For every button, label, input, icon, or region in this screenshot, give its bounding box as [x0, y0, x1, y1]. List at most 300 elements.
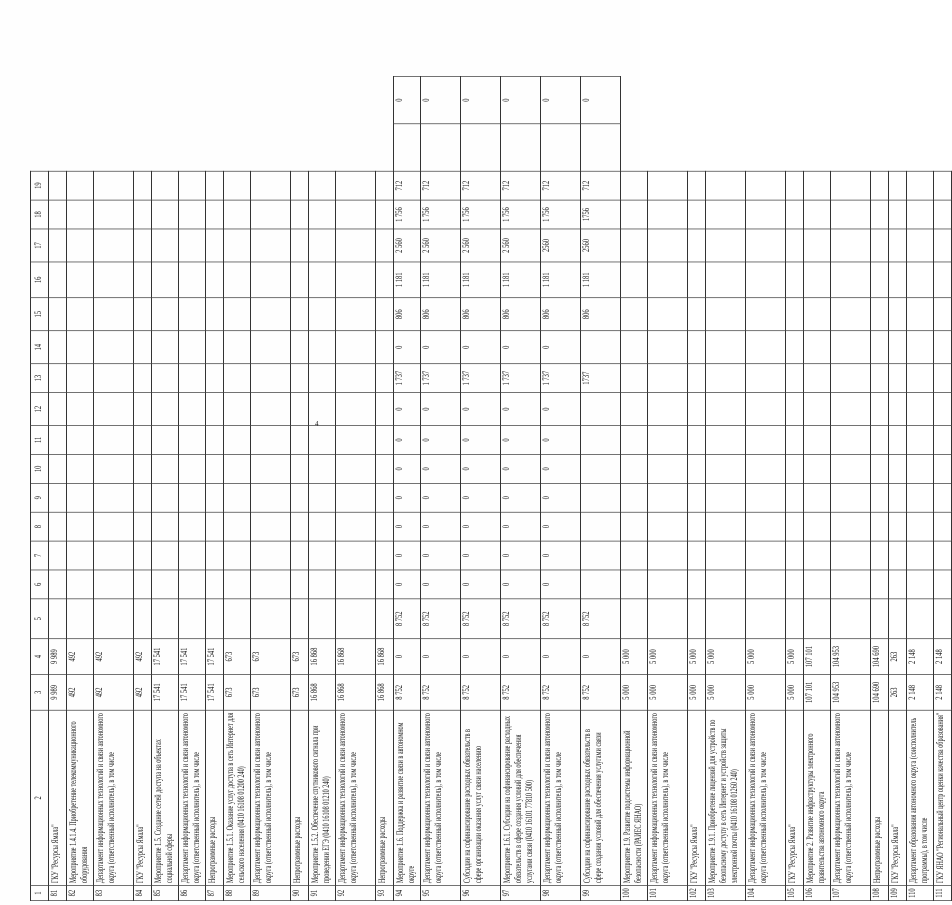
column-header: 12	[31, 393, 49, 426]
value-cell	[206, 364, 224, 393]
value-cell	[179, 393, 206, 426]
row-name-cell: Непрограммные расходы	[376, 710, 394, 885]
value-cell	[179, 200, 206, 229]
row-name-cell: Непрограммные расходы	[291, 710, 309, 885]
column-header: 15	[31, 298, 49, 331]
value-cell: 2 560	[394, 229, 421, 262]
value-cell	[179, 454, 206, 483]
value-cell	[871, 298, 889, 331]
row-number-cell: 105	[786, 886, 804, 901]
value-cell	[688, 262, 706, 298]
row-number-cell: 107	[831, 886, 871, 901]
value-cell	[648, 229, 688, 262]
value-cell	[934, 599, 952, 639]
row-number-cell: 83	[94, 886, 134, 901]
value-cell	[309, 262, 336, 298]
value-cell: 0	[421, 512, 461, 541]
value-cell	[934, 483, 952, 512]
value-cell: 104 953	[831, 639, 871, 675]
value-cell	[291, 262, 309, 298]
value-cell	[224, 454, 251, 483]
value-cell	[786, 262, 804, 298]
value-cell	[49, 541, 67, 570]
table-row	[376, 76, 394, 900]
value-cell	[706, 364, 746, 393]
value-cell	[49, 298, 67, 331]
value-cell	[309, 599, 336, 639]
value-cell	[934, 229, 952, 262]
value-cell	[309, 426, 336, 455]
row-name-cell: Мероприятие 2. Развитие инфраструктуры электронного правительства автономного округа	[804, 710, 831, 885]
value-cell	[786, 331, 804, 364]
value-cell	[706, 541, 746, 570]
value-cell: 104 690	[871, 639, 889, 675]
value-cell	[94, 171, 134, 200]
value-cell: 0	[501, 541, 541, 570]
value-cell	[152, 171, 179, 200]
value-cell	[179, 426, 206, 455]
value-cell	[134, 229, 152, 262]
value-cell: 17 541	[206, 639, 224, 675]
value-cell: 806	[581, 298, 621, 331]
column-header: 3	[31, 674, 49, 710]
value-cell	[309, 171, 336, 200]
value-cell	[804, 229, 831, 262]
row-name-cell: Мероприятие 1.6. Поддержка и развитие связи в автономном округе	[394, 710, 421, 885]
row-name-cell: ГКУ "Ресурсы Ямала"	[889, 710, 907, 885]
value-cell	[224, 200, 251, 229]
value-cell	[688, 171, 706, 200]
value-cell: 9 989	[49, 674, 67, 710]
value-cell	[786, 364, 804, 393]
value-cell: 712	[421, 171, 461, 200]
value-cell	[134, 426, 152, 455]
value-cell: 1756	[581, 200, 621, 229]
value-cell: 0	[421, 76, 461, 123]
table-row	[501, 76, 541, 900]
value-cell: 0	[461, 76, 501, 123]
value-cell	[251, 393, 291, 426]
value-cell	[376, 171, 394, 200]
value-cell: 5 000	[648, 639, 688, 675]
value-cell	[706, 298, 746, 331]
value-cell	[291, 200, 309, 229]
value-cell	[648, 393, 688, 426]
value-cell	[67, 229, 94, 262]
value-cell: 2 560	[461, 229, 501, 262]
value-cell	[376, 512, 394, 541]
row-number-cell: 101	[648, 886, 688, 901]
row-name-cell: Департамент информационных технологий и связи автономного округа (ответственный исполнитель), в том числе	[336, 710, 376, 885]
value-cell	[871, 200, 889, 229]
value-cell	[291, 512, 309, 541]
value-cell	[376, 393, 394, 426]
value-cell	[804, 599, 831, 639]
column-header: 18	[31, 200, 49, 229]
value-cell	[871, 262, 889, 298]
value-cell	[648, 541, 688, 570]
value-cell	[67, 599, 94, 639]
value-cell: 16 868	[336, 674, 376, 710]
value-cell	[831, 483, 871, 512]
table-row	[94, 76, 134, 900]
value-cell: 5 000	[746, 639, 786, 675]
value-cell	[621, 331, 648, 364]
value-cell: 2 560	[421, 229, 461, 262]
row-number-cell: 86	[179, 886, 206, 901]
value-cell	[871, 229, 889, 262]
value-cell: 0	[394, 454, 421, 483]
value-cell: 0	[501, 76, 541, 123]
value-cell	[746, 483, 786, 512]
value-cell	[291, 454, 309, 483]
value-cell	[889, 512, 907, 541]
value-cell	[291, 483, 309, 512]
value-cell: 1 181	[541, 262, 581, 298]
value-cell	[67, 570, 94, 599]
value-cell: 8 752	[501, 674, 541, 710]
value-cell: 107 101	[804, 639, 831, 675]
value-cell: 1 181	[461, 262, 501, 298]
value-cell	[336, 454, 376, 483]
value-cell	[179, 229, 206, 262]
value-cell	[871, 599, 889, 639]
value-cell: 673	[224, 674, 251, 710]
value-cell: 5 000	[786, 639, 804, 675]
value-cell	[152, 483, 179, 512]
value-cell	[907, 298, 934, 331]
value-cell	[648, 483, 688, 512]
value-cell: 17 541	[152, 639, 179, 675]
value-cell	[746, 393, 786, 426]
value-cell: 263	[889, 639, 907, 675]
value-cell	[688, 426, 706, 455]
value-cell	[134, 200, 152, 229]
value-cell: 5 000	[621, 639, 648, 675]
value-cell	[648, 570, 688, 599]
row-name-cell: Департамент образования автономного округа (соисполнитель программы), в том числе	[907, 710, 934, 885]
value-cell	[581, 124, 621, 171]
value-cell	[621, 229, 648, 262]
value-cell	[224, 599, 251, 639]
value-cell: 492	[134, 674, 152, 710]
row-number-cell: 89	[251, 886, 291, 901]
value-cell: 0	[394, 393, 421, 426]
value-cell	[206, 200, 224, 229]
value-cell	[206, 570, 224, 599]
value-cell	[251, 331, 291, 364]
value-cell: 1737	[581, 364, 621, 393]
row-name-cell: Департамент информационных технологий и связи автономного округа (ответственный исполнитель), в том числе	[179, 710, 206, 885]
value-cell	[336, 200, 376, 229]
column-header: 1	[31, 886, 49, 901]
value-cell	[206, 331, 224, 364]
value-cell	[309, 483, 336, 512]
value-cell: 0	[541, 76, 581, 123]
value-cell	[206, 426, 224, 455]
value-cell	[907, 512, 934, 541]
value-cell: 0	[461, 570, 501, 599]
value-cell	[336, 599, 376, 639]
row-name-cell: ГКУ "Ресурсы Ямала"	[134, 710, 152, 885]
value-cell	[706, 483, 746, 512]
value-cell	[152, 512, 179, 541]
value-cell	[224, 364, 251, 393]
row-name-cell: Мероприятие 1.5.1. Оказание услуг доступа в сеть Интернет для сельского населения (0410 16108 01200 240)	[224, 710, 251, 885]
value-cell	[934, 393, 952, 426]
value-cell	[152, 331, 179, 364]
table-row	[251, 76, 291, 900]
value-cell	[648, 599, 688, 639]
value-cell	[746, 262, 786, 298]
value-cell	[224, 229, 251, 262]
value-cell: 263	[889, 674, 907, 710]
value-cell	[49, 171, 67, 200]
value-cell: 0	[501, 570, 541, 599]
value-cell: 0	[461, 454, 501, 483]
value-cell	[251, 262, 291, 298]
value-cell	[907, 483, 934, 512]
row-number-cell: 93	[376, 886, 394, 901]
value-cell	[94, 229, 134, 262]
value-cell: 0	[421, 570, 461, 599]
value-cell	[206, 512, 224, 541]
row-number-cell: 96	[461, 886, 501, 901]
column-header: 10	[31, 454, 49, 483]
value-cell	[889, 262, 907, 298]
value-cell	[688, 454, 706, 483]
value-cell	[134, 298, 152, 331]
table-row	[831, 76, 871, 900]
value-cell	[291, 599, 309, 639]
table-row	[871, 76, 889, 900]
table-row	[541, 76, 581, 900]
value-cell	[336, 298, 376, 331]
value-cell	[804, 171, 831, 200]
value-cell: 492	[67, 674, 94, 710]
value-cell	[831, 331, 871, 364]
value-cell	[581, 483, 621, 512]
value-cell	[179, 262, 206, 298]
value-cell: 0	[541, 541, 581, 570]
row-name-cell: Департамент информационных технологий и связи автономного округа (ответственный исполнитель), в том числе	[831, 710, 871, 885]
value-cell	[94, 483, 134, 512]
value-cell	[786, 599, 804, 639]
value-cell	[688, 364, 706, 393]
value-cell	[706, 171, 746, 200]
value-cell	[648, 426, 688, 455]
value-cell	[134, 512, 152, 541]
value-cell	[648, 454, 688, 483]
value-cell	[934, 331, 952, 364]
value-cell: 0	[394, 483, 421, 512]
value-cell: 0	[501, 426, 541, 455]
value-cell	[804, 541, 831, 570]
value-cell: 0	[461, 331, 501, 364]
value-cell	[49, 331, 67, 364]
value-cell: 492	[94, 674, 134, 710]
value-cell: 0	[501, 454, 541, 483]
table-row	[224, 76, 251, 900]
row-name-cell: Департамент информационных технологий и связи автономного округа (ответственный исполнитель), в том числе	[94, 710, 134, 885]
value-cell	[461, 124, 501, 171]
value-cell	[394, 124, 421, 171]
table-row	[706, 76, 746, 900]
value-cell	[309, 393, 336, 426]
value-cell: 5 000	[786, 674, 804, 710]
value-cell: 8 752	[581, 599, 621, 639]
value-cell	[336, 364, 376, 393]
value-cell	[94, 331, 134, 364]
value-cell	[934, 200, 952, 229]
value-cell	[309, 200, 336, 229]
value-cell: 492	[94, 639, 134, 675]
value-cell	[309, 570, 336, 599]
table-row	[49, 76, 67, 900]
row-name-cell: Департамент информационных технологий и связи автономного округа (ответственный исполнитель), в том числе	[541, 710, 581, 885]
value-cell	[804, 454, 831, 483]
value-cell	[152, 599, 179, 639]
value-cell	[831, 454, 871, 483]
value-cell	[621, 454, 648, 483]
value-cell	[934, 512, 952, 541]
value-cell	[621, 171, 648, 200]
value-cell	[376, 331, 394, 364]
value-cell	[804, 426, 831, 455]
value-cell	[871, 171, 889, 200]
value-cell	[907, 200, 934, 229]
value-cell	[621, 298, 648, 331]
value-cell	[94, 200, 134, 229]
value-cell: 2 148	[934, 639, 952, 675]
value-cell	[871, 512, 889, 541]
table-row	[336, 76, 376, 900]
value-cell: 5 000	[688, 639, 706, 675]
column-header: 17	[31, 229, 49, 262]
value-cell	[804, 393, 831, 426]
value-cell	[621, 599, 648, 639]
column-header: 5	[31, 599, 49, 639]
value-cell	[206, 229, 224, 262]
page-number: 4	[315, 420, 319, 428]
column-header: 11	[31, 426, 49, 455]
value-cell	[336, 541, 376, 570]
value-cell: 0	[501, 331, 541, 364]
value-cell	[804, 200, 831, 229]
row-name-cell: ГКУ "Ресурсы Ямала"	[688, 710, 706, 885]
value-cell	[934, 262, 952, 298]
value-cell	[179, 331, 206, 364]
value-cell	[49, 426, 67, 455]
value-cell: 0	[501, 393, 541, 426]
value-cell: 0	[421, 393, 461, 426]
value-cell: 0	[581, 639, 621, 675]
value-cell: 1 756	[541, 200, 581, 229]
value-cell	[251, 512, 291, 541]
value-cell	[871, 570, 889, 599]
value-cell	[688, 331, 706, 364]
value-cell	[934, 364, 952, 393]
column-header: 8	[31, 512, 49, 541]
value-cell	[309, 298, 336, 331]
value-cell: 0	[461, 483, 501, 512]
value-cell	[907, 262, 934, 298]
value-cell	[251, 426, 291, 455]
value-cell	[786, 426, 804, 455]
value-cell	[67, 426, 94, 455]
value-cell	[934, 298, 952, 331]
value-cell: 0	[394, 331, 421, 364]
value-cell: 0	[541, 570, 581, 599]
value-cell	[831, 262, 871, 298]
value-cell	[706, 570, 746, 599]
value-cell: 1 181	[421, 262, 461, 298]
value-cell: 17 541	[179, 639, 206, 675]
value-cell	[688, 512, 706, 541]
value-cell	[251, 229, 291, 262]
column-header: 16	[31, 262, 49, 298]
value-cell: 0	[394, 512, 421, 541]
value-cell	[889, 426, 907, 455]
table-row	[889, 76, 907, 900]
table-row	[581, 76, 621, 900]
value-cell	[336, 483, 376, 512]
value-cell	[786, 454, 804, 483]
value-cell	[67, 541, 94, 570]
value-cell	[786, 200, 804, 229]
value-cell: 0	[394, 570, 421, 599]
value-cell	[49, 454, 67, 483]
value-cell	[94, 364, 134, 393]
value-cell: 806	[394, 298, 421, 331]
value-cell: 0	[394, 426, 421, 455]
value-cell	[804, 483, 831, 512]
value-cell	[688, 541, 706, 570]
value-cell	[804, 331, 831, 364]
value-cell: 712	[501, 171, 541, 200]
value-cell	[179, 541, 206, 570]
value-cell	[786, 298, 804, 331]
value-cell: 806	[461, 298, 501, 331]
value-cell	[67, 483, 94, 512]
value-cell: 2560	[581, 229, 621, 262]
value-cell	[251, 298, 291, 331]
value-cell	[67, 331, 94, 364]
value-cell: 16 868	[309, 639, 336, 675]
value-cell: 0	[581, 76, 621, 123]
value-cell	[67, 454, 94, 483]
value-cell	[94, 599, 134, 639]
value-cell	[291, 426, 309, 455]
value-cell	[889, 483, 907, 512]
row-number-cell: 90	[291, 886, 309, 901]
row-number-cell: 92	[336, 886, 376, 901]
value-cell: 8 752	[461, 599, 501, 639]
value-cell	[907, 599, 934, 639]
value-cell: 0	[421, 454, 461, 483]
value-cell: 1 181	[581, 262, 621, 298]
value-cell	[831, 570, 871, 599]
value-cell	[179, 171, 206, 200]
value-cell: 104 690	[871, 674, 889, 710]
value-cell: 0	[541, 512, 581, 541]
value-cell	[67, 200, 94, 229]
value-cell	[206, 393, 224, 426]
value-cell	[621, 393, 648, 426]
table-row	[621, 76, 648, 900]
value-cell	[581, 426, 621, 455]
value-cell	[309, 541, 336, 570]
